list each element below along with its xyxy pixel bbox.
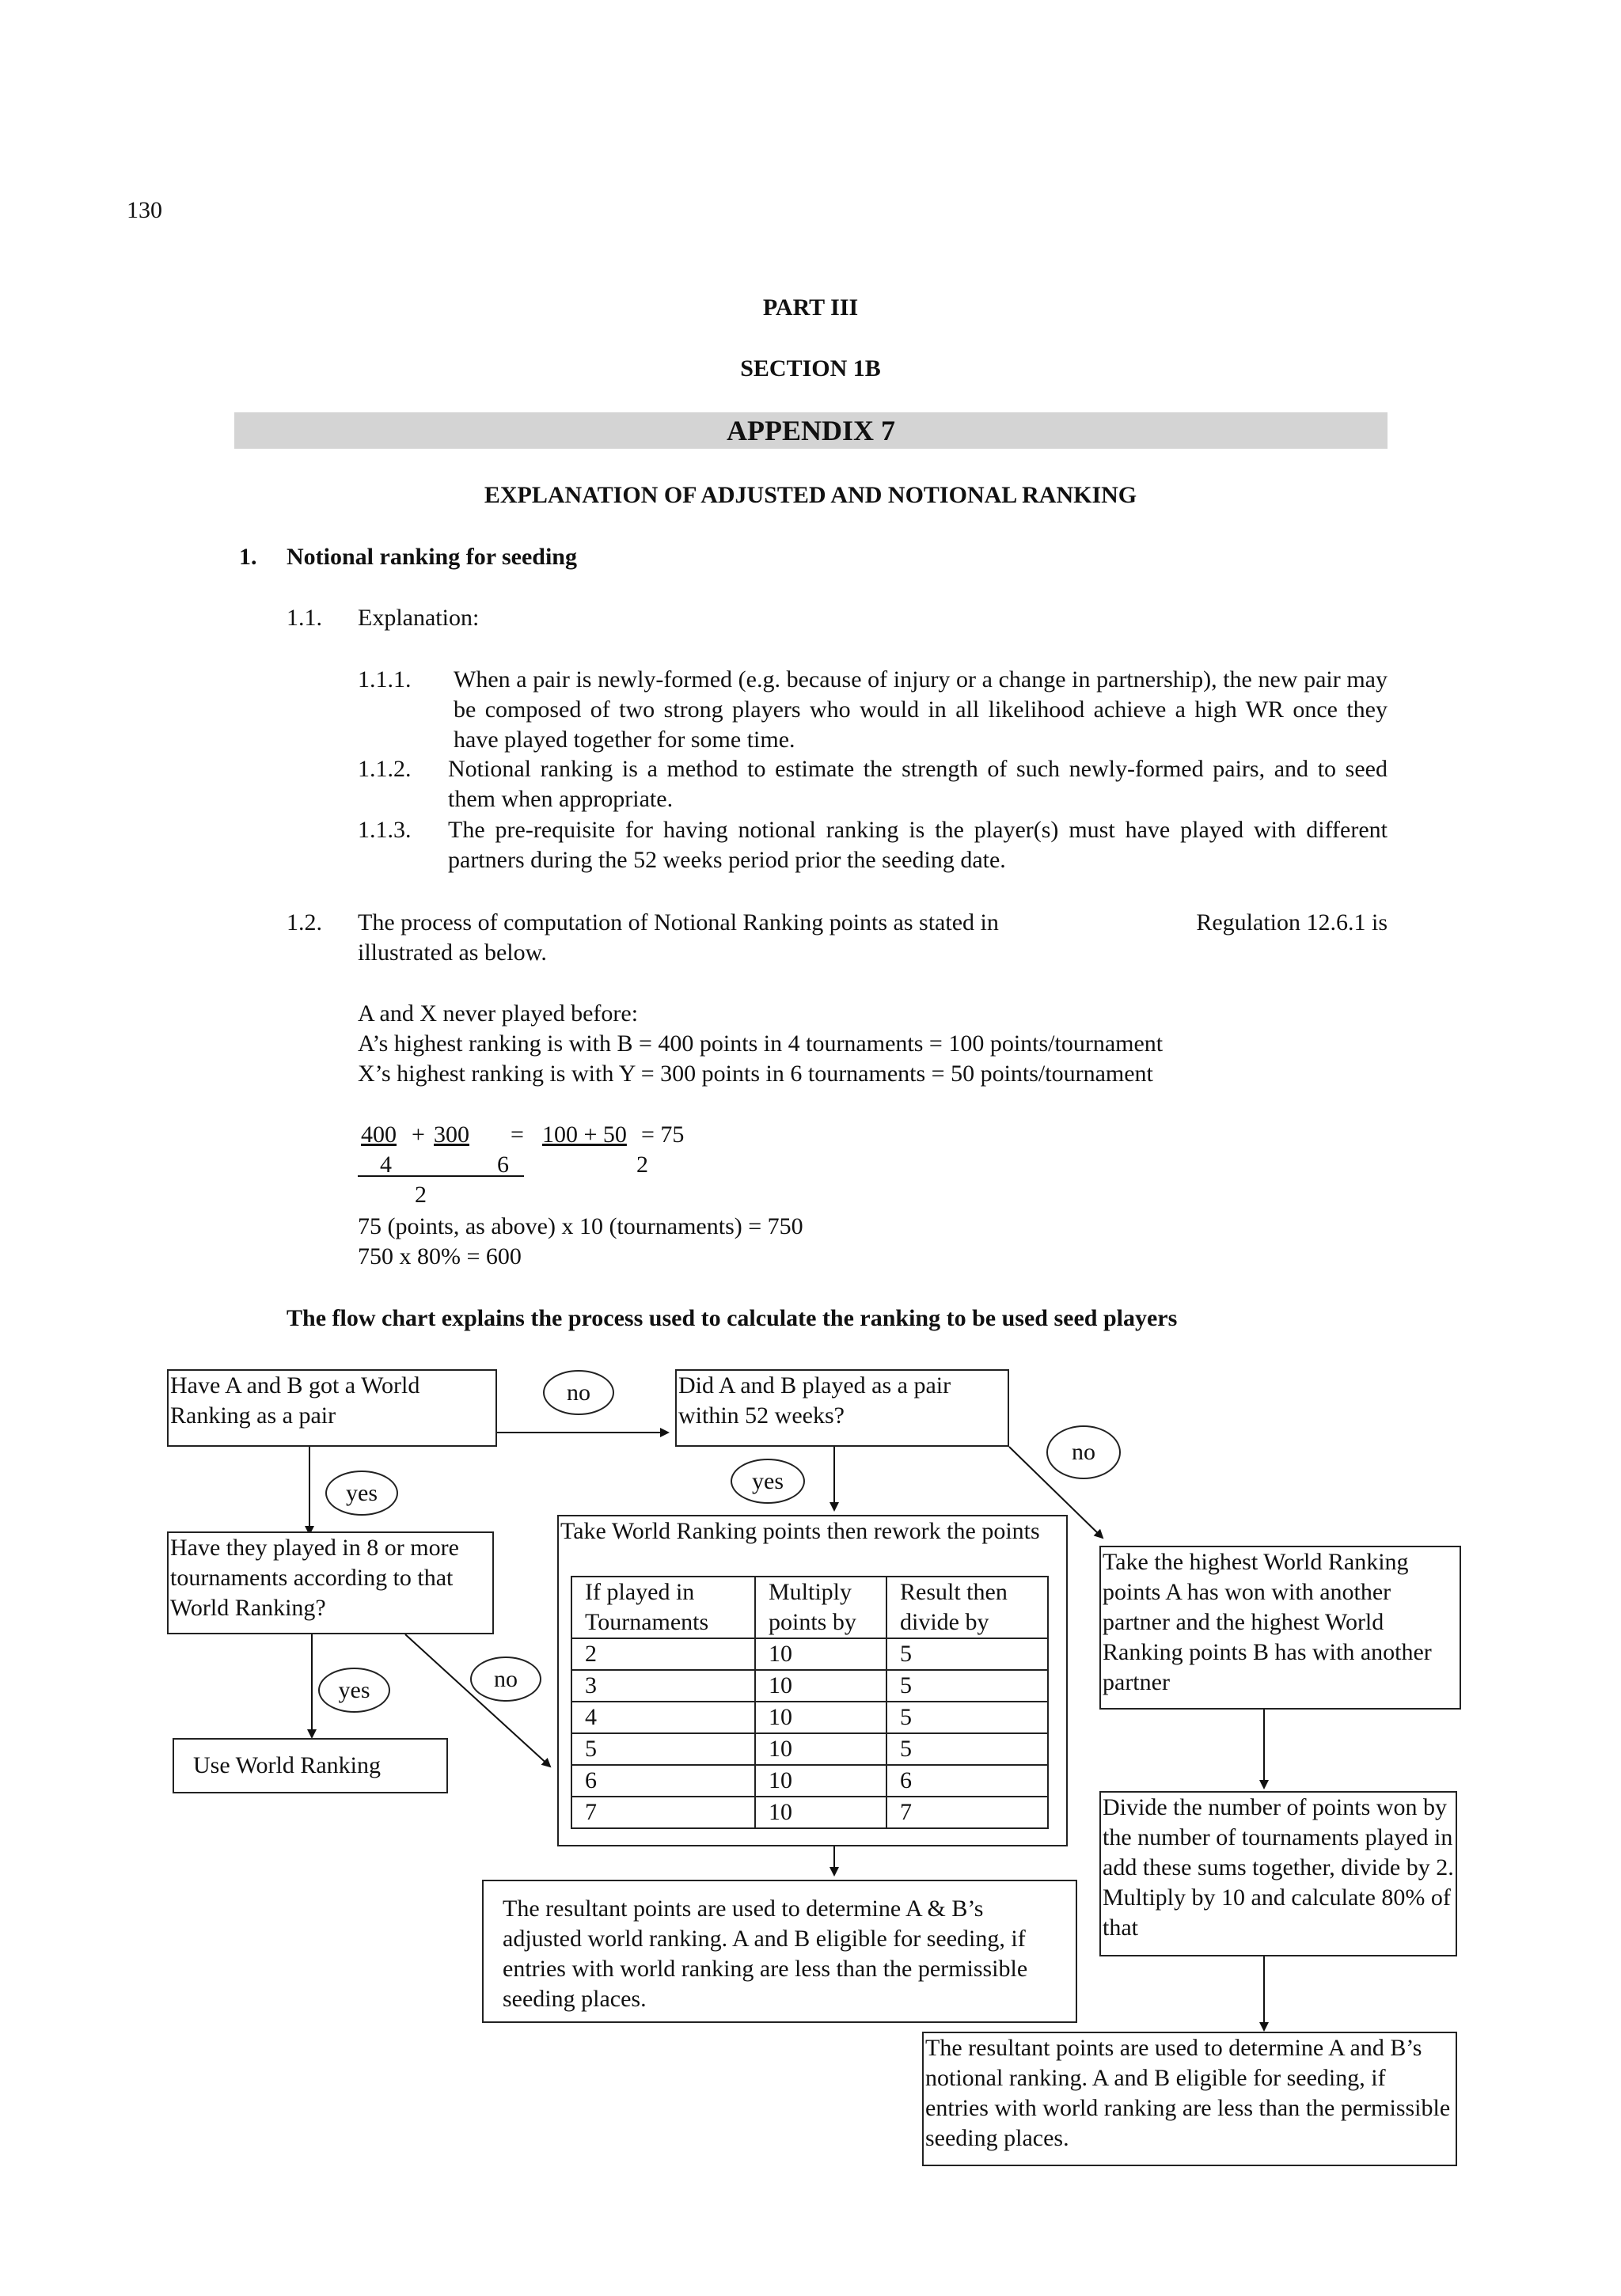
flow-caption: The flow chart explains the process used to calculate the ranking to be used seed players	[287, 1305, 1178, 1331]
section-1-2-number: 1.2.	[287, 909, 322, 935]
flow-box-adjusted: The resultant points are used to determine A & B’s adjusted world ranking. A and B eligible for seeding, if entries with world ranking are less than the permissible seeding places.	[482, 1880, 1077, 2023]
formula-denominator-4: 4	[380, 1152, 392, 1178]
points-table-cell: 10	[755, 1670, 886, 1702]
section-1-1-number: 1.1.	[287, 605, 322, 631]
flow-box-played-pair: Did A and B played as a pair within 52 weeks?	[675, 1369, 1009, 1447]
section-1-1-1-text: When a pair is newly-formed (e.g. because of injury or a change in partnership), the new pair may be composed of two strong players who would in all likelihood achieve a high WR once they have played together for some time.	[454, 666, 1388, 753]
formula-denominator-6: 6	[497, 1152, 509, 1178]
points-table-row	[571, 1702, 1048, 1733]
points-table-cell: 5	[886, 1638, 1048, 1670]
points-table-cell: 10	[755, 1765, 886, 1797]
flow-box-wr-pair: Have A and B got a World Ranking as a pair	[167, 1369, 497, 1447]
points-table-cell: 6	[886, 1765, 1048, 1797]
section-1-number: 1.	[239, 544, 257, 570]
flow-box-rework-title: Take World Ranking points then rework the points	[560, 1518, 1040, 1544]
points-table-header-cell: Multiply points by	[755, 1577, 886, 1638]
document-heading: EXPLANATION OF ADJUSTED AND NOTIONAL RANKING	[484, 482, 1137, 508]
section-1-2-regulation: Regulation 12.6.1 is	[1196, 909, 1388, 935]
formula-outer-denominator-2: 2	[415, 1182, 427, 1208]
section-1-1-2-text: Notional ranking is a method to estimate the strength of such newly-formed pairs, and to seed them when appropriate.	[448, 756, 1388, 812]
points-table-cell: 7	[886, 1797, 1048, 1828]
section-1-1-1-number: 1.1.1.	[358, 666, 412, 693]
points-table-cell: 5	[886, 1670, 1048, 1702]
oval-no: no	[470, 1657, 541, 1702]
formula-equals: =	[511, 1121, 524, 1148]
points-table-cell: 10	[755, 1797, 886, 1828]
section-1-title: Notional ranking for seeding	[287, 544, 577, 570]
points-table-header-cell: If played in Tournaments	[571, 1577, 755, 1638]
points-table-cell: 3	[571, 1670, 755, 1702]
flow-box-divide: Divide the number of points won by the number of tournaments played in add these sums together, divide by 2. Multiply by 10 and calculate 80% of that	[1099, 1791, 1457, 1956]
part-title: PART III	[762, 294, 859, 321]
section-title: SECTION 1B	[740, 355, 881, 381]
example-line-1: A and X never played before:	[358, 1000, 639, 1027]
section-1-1-title: Explanation:	[358, 605, 480, 631]
points-table-cell: 4	[571, 1702, 755, 1733]
section-1-2-line2: illustrated as below.	[358, 939, 547, 966]
oval-yes: yes	[318, 1668, 390, 1713]
section-1-1-2-number: 1.1.2.	[358, 756, 412, 782]
formula-denominator-2: 2	[636, 1152, 648, 1178]
formula-400: 400	[361, 1121, 397, 1148]
points-table-cell: 5	[886, 1702, 1048, 1733]
points-table-row	[571, 1797, 1048, 1828]
page-number: 130	[127, 197, 162, 223]
flow-box-8-more: Have they played in 8 or more tournaments according to that World Ranking?	[167, 1531, 494, 1634]
appendix-title: APPENDIX 7	[727, 415, 895, 446]
formula-300: 300	[434, 1121, 469, 1148]
points-table-row	[571, 1733, 1048, 1765]
points-table-cell: 7	[571, 1797, 755, 1828]
points-table-cell: 10	[755, 1733, 886, 1765]
flow-box-notional: The resultant points are used to determine A and B’s notional ranking. A and B eligible for seeding, if entries with world ranking are less than the permissible seeding places.	[922, 2032, 1457, 2166]
points-table-row	[571, 1638, 1048, 1670]
formula-result: = 75	[641, 1121, 685, 1148]
points-table-header-cell: Result then divide by	[886, 1577, 1048, 1638]
example-line-6: 750 x 80% = 600	[358, 1243, 522, 1269]
oval-yes: yes	[325, 1471, 398, 1516]
formula-plus: +	[412, 1121, 425, 1148]
points-table-cell: 5	[886, 1733, 1048, 1765]
points-table-cell: 2	[571, 1638, 755, 1670]
example-line-5: 75 (points, as above) x 10 (tournaments) = 750	[358, 1213, 803, 1239]
example-line-2: A’s highest ranking is with B = 400 points in 4 tournaments = 100 points/tournament	[358, 1030, 1164, 1057]
oval-no: no	[543, 1370, 614, 1415]
points-table-row	[571, 1765, 1048, 1797]
formula-sum: 100 + 50	[542, 1121, 627, 1148]
section-1-2-line1: The process of computation of Notional Ranking points as stated in	[358, 909, 999, 935]
flow-box-use-wr: Use World Ranking	[173, 1738, 448, 1793]
oval-no: no	[1046, 1425, 1121, 1479]
example-line-3: X’s highest ranking is with Y = 300 points in 6 tournaments = 50 points/tournament	[358, 1061, 1153, 1087]
points-table-cell: 10	[755, 1702, 886, 1733]
section-1-1-3-text: The pre-requisite for having notional ranking is the player(s) must have played with different partners during the 52 weeks period prior the seeding date.	[448, 817, 1388, 873]
points-table-cell: 6	[571, 1765, 755, 1797]
points-table-cell: 5	[571, 1733, 755, 1765]
flow-box-highest: Take the highest World Ranking points A has won with another partner and the highest World Ranking points B has with another partner	[1099, 1546, 1461, 1710]
oval-yes: yes	[731, 1459, 805, 1504]
points-table	[571, 1576, 1049, 1829]
section-1-1-3-number: 1.1.3.	[358, 817, 412, 843]
points-table-row	[571, 1670, 1048, 1702]
points-table-header	[571, 1577, 1048, 1638]
points-table-cell: 10	[755, 1638, 886, 1670]
